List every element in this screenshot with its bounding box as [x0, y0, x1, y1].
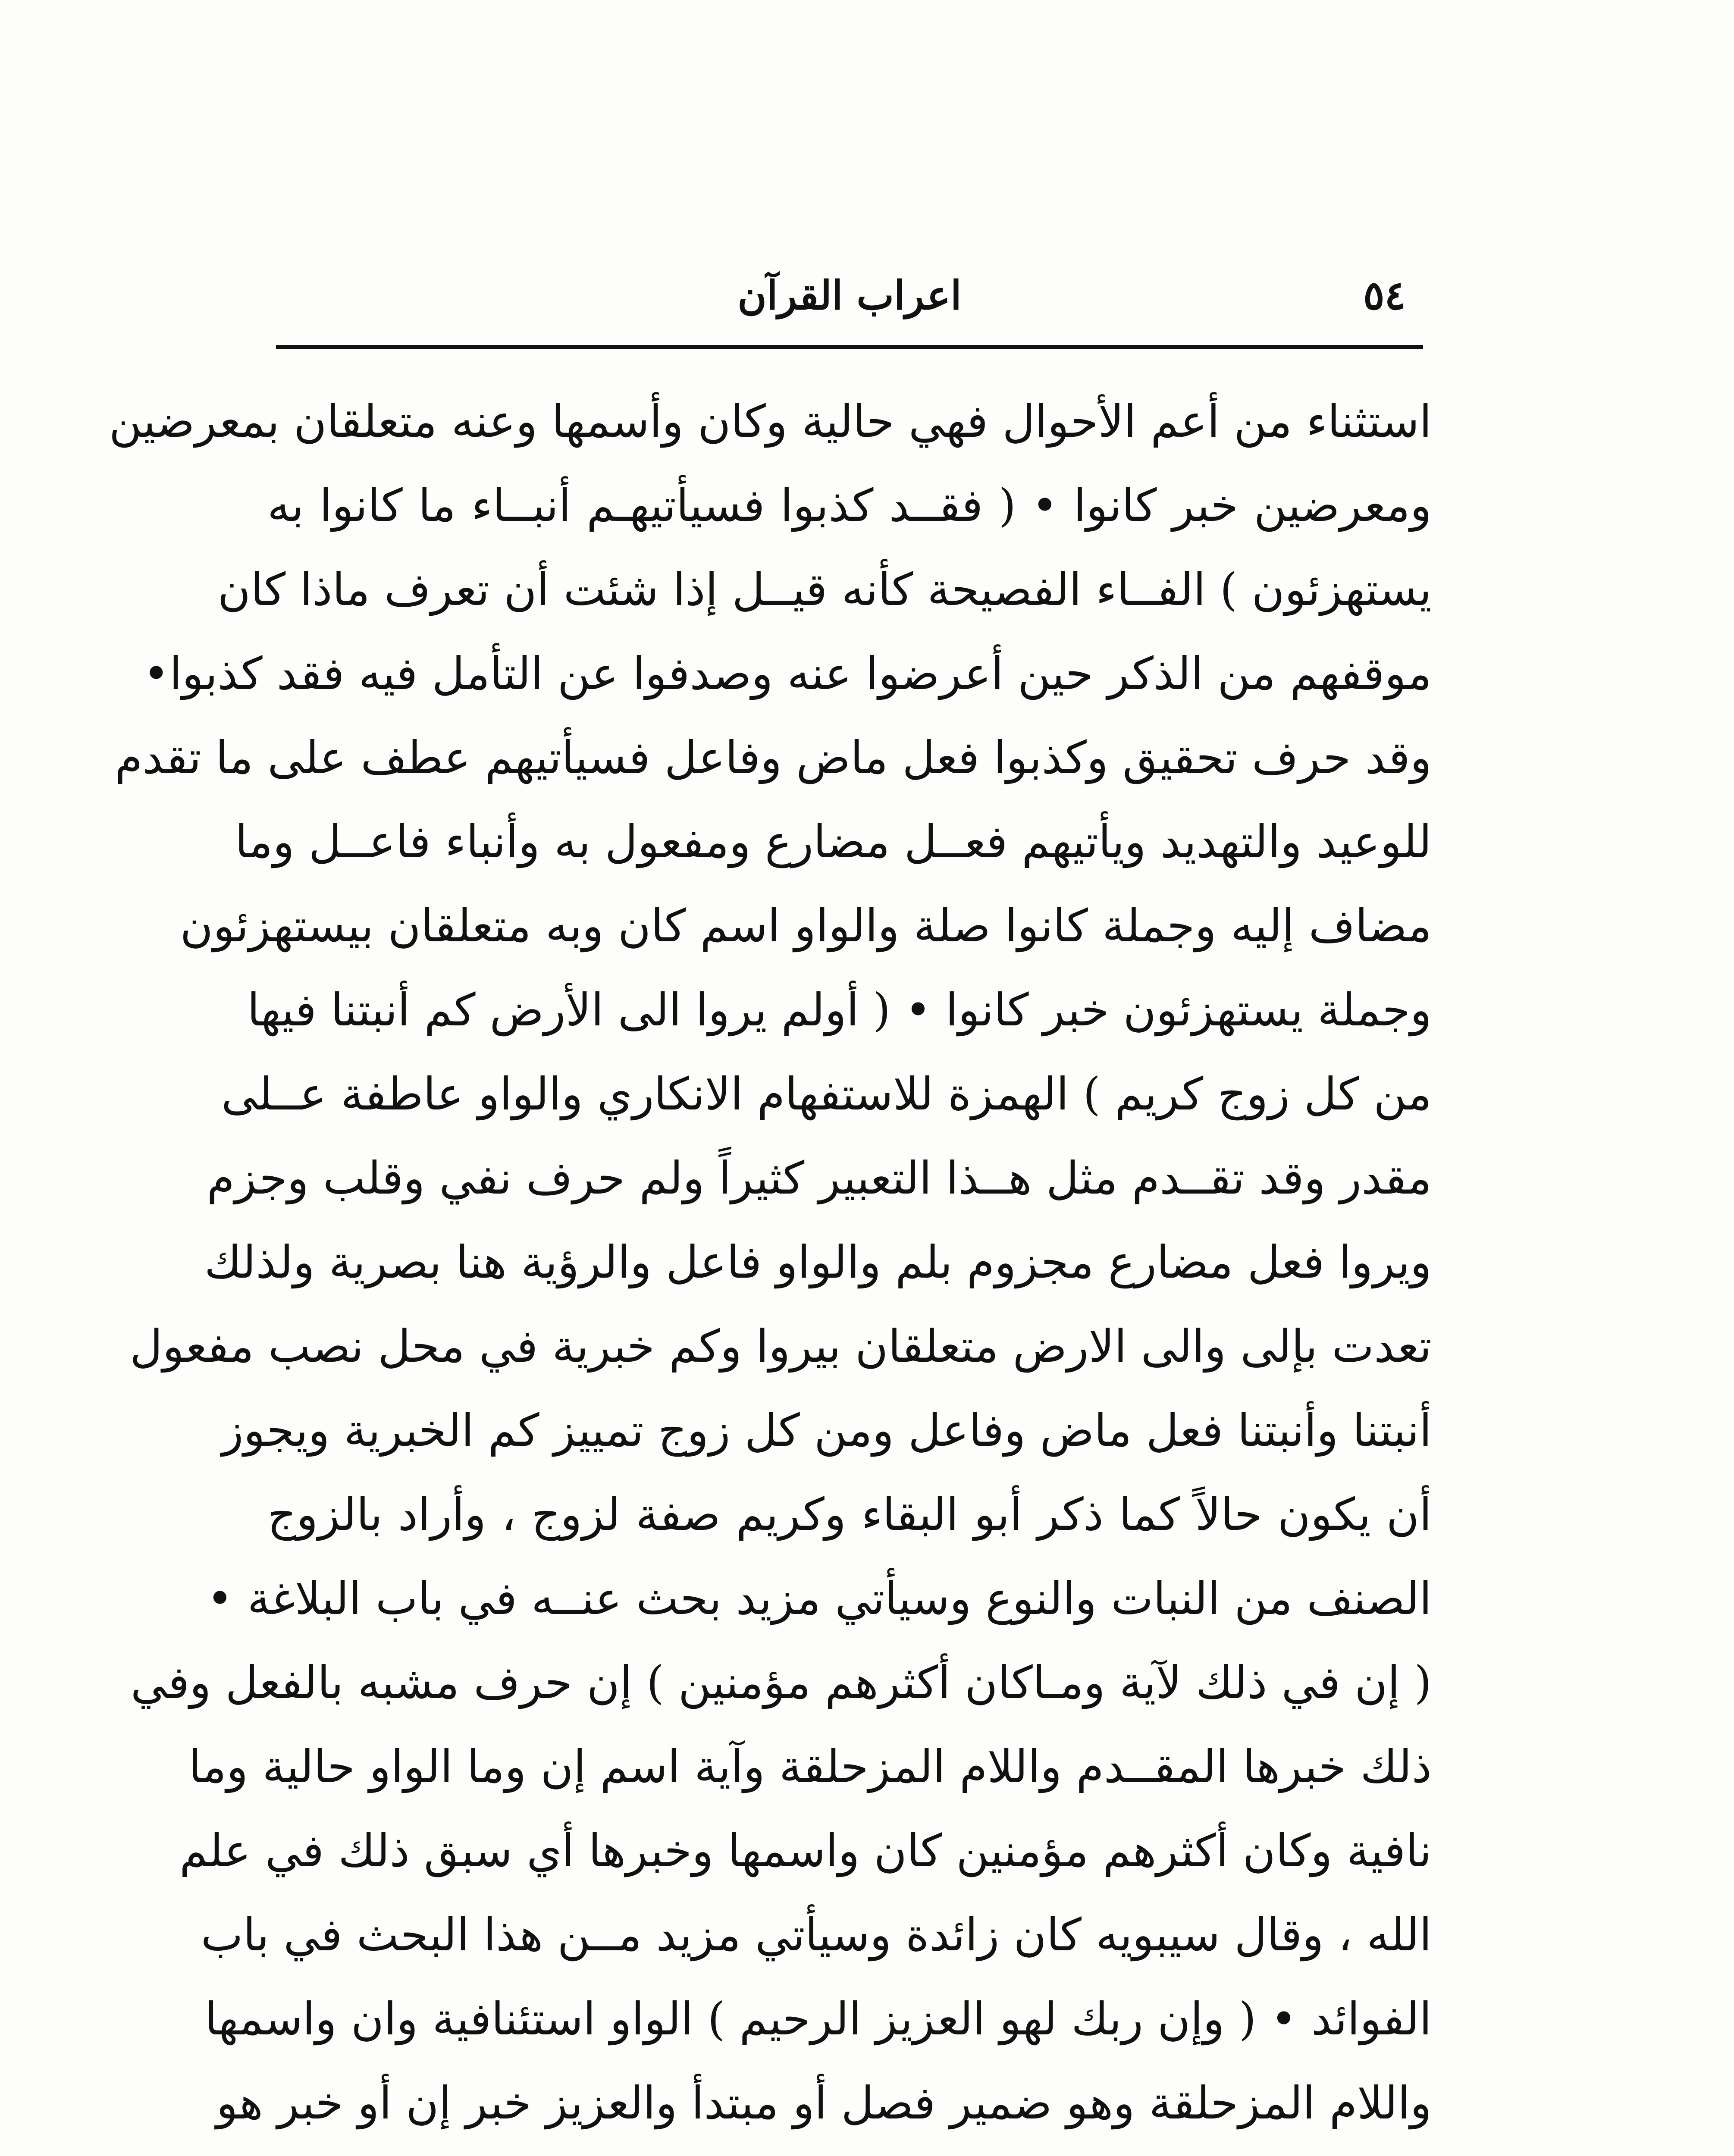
body-text [109, 379, 1432, 2156]
text-line: استثناء من أعم الأحوال فهي حالية وكان وأسمها وعنه متعلقان بمعرضين [109, 395, 1432, 448]
text-line: من كل زوج كريم ) الهمزة للاستفهام الانكاري والواو عاطفة عــلى [221, 1068, 1432, 1120]
text-line: مضاف إليه وجملة كانوا صلة والواو اسم كان وبه متعلقان بيستهزئون [180, 899, 1432, 952]
header-rule [276, 345, 1423, 349]
page-number: ٥٤ [1363, 272, 1406, 319]
text-line: أن يكون حالاً كما ذكر أبو البقاء وكريم صفة لزوج ، وأراد بالزوج [267, 1488, 1432, 1541]
text-line [267, 2145, 1432, 2156]
text-line: ذلك خبرها المقــدم واللام المزحلقة وآية اسم إن وما الواو حالية وما [188, 1740, 1432, 1793]
text-line: الصنف من النبات والنوع وسيأتي مزيد بحث عنــه في باب البلاغة • [207, 1572, 1432, 1625]
text-line: واللام المزحلقة وهو ضمير فصل أو مبتدأ والعزيز خبر إن أو خبر هو [216, 2077, 1432, 2129]
text-line: وجملة يستهزئون خبر كانوا • ( أولم يروا الى الأرض كم أنبتنا فيها [247, 984, 1432, 1036]
text-line: ومعرضين خبر كانوا • ( فقــد كذبوا فسيأتيهـم أنبــاء ما كانوا به [267, 479, 1432, 532]
text-line: الله ، وقال سيبويه كان زائدة وسيأتي مزيد مــن هذا البحث في باب [201, 1908, 1432, 1961]
text-line: وقد حرف تحقيق وكذبوا فعل ماض وفاعل فسيأتيهم عطف على ما تقدم [115, 731, 1432, 784]
text-line: مقدر وقد تقــدم مثل هــذا التعبير كثيراً ولم حرف نفي وقلب وجزم [207, 1152, 1432, 1204]
text-line: تعدت بإلى والى الارض متعلقان بيروا وكم خبرية في محل نصب مفعول [130, 1320, 1432, 1373]
page-header [276, 263, 1423, 332]
text-line: ويروا فعل مضارع مجزوم بلم والواو فاعل والرؤية هنا بصرية ولذلك [204, 1236, 1432, 1288]
text-line: الفوائد • ( وإن ربك لهو العزيز الرحيم ) الواو استئنافية وان واسمها [204, 1993, 1432, 2045]
text-line: أنبتنا وأنبتنا فعل ماض وفاعل ومن كل زوج تمييز كم الخبرية ويجوز [222, 1404, 1432, 1457]
text-line: للوعيد والتهديد ويأتيهم فعــل مضارع ومفعول به وأنباء فاعــل وما [235, 815, 1432, 868]
text-line: يستهزئون ) الفــاء الفصيحة كأنه قيــل إذا شئت أن تعرف ماذا كان [217, 563, 1432, 616]
text-line: ( إن في ذلك لآية ومـاكان أكثرهم مؤمنين ) إن حرف مشبه بالفعل وفي [130, 1656, 1432, 1709]
text-line: نافية وكان أكثرهم مؤمنين كان واسمها وخبرها أي سبق ذلك في علم [179, 1824, 1432, 1877]
running-title: اعراب القرآن [737, 272, 962, 319]
text-line: موقفهم من الذكر حين أعرضوا عنه وصدفوا عن التأمل فيه فقد كذبوا• [143, 647, 1432, 700]
